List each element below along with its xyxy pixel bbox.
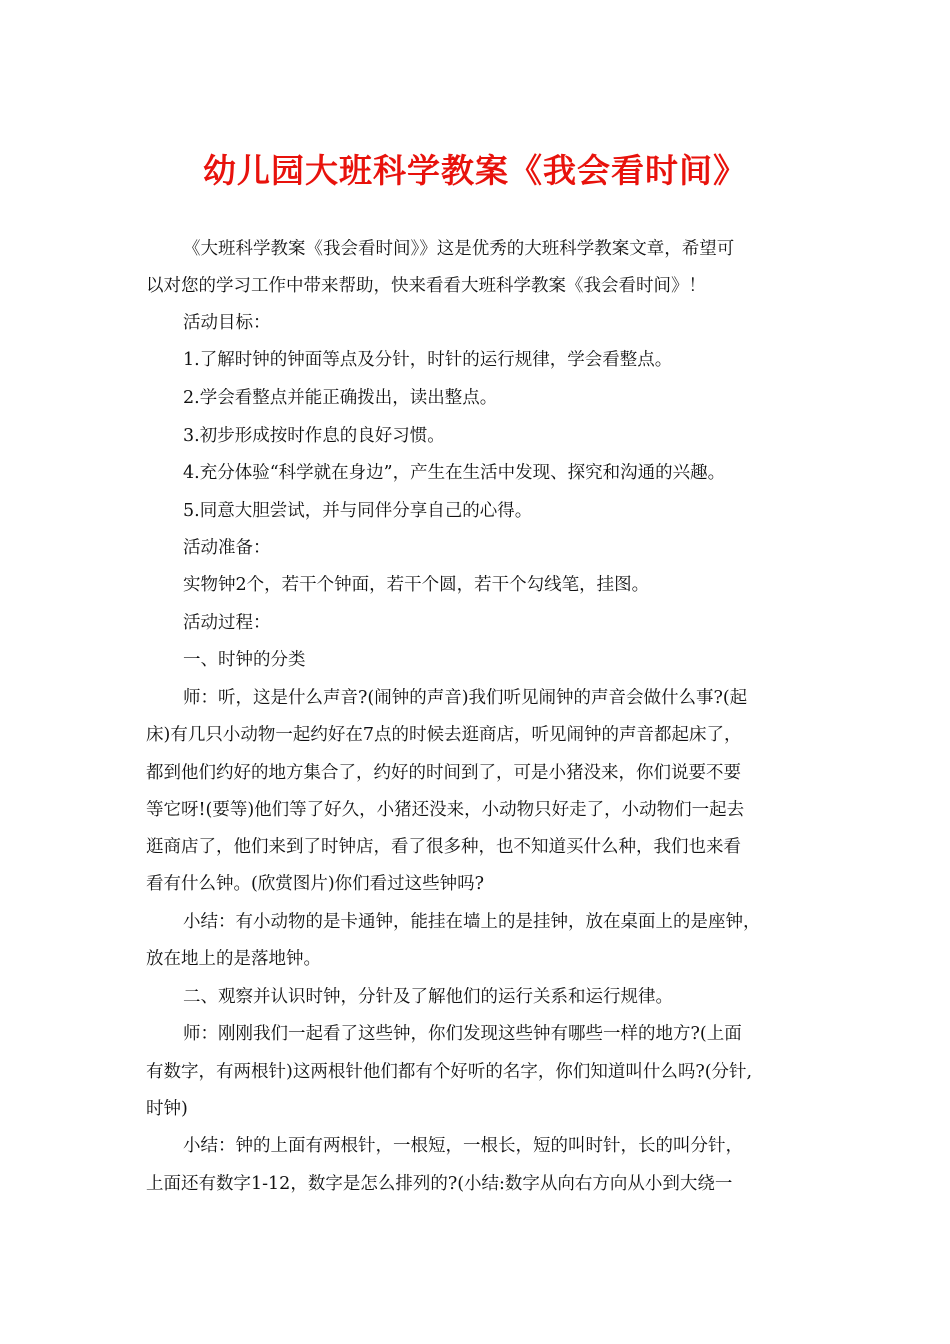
- paragraph-line: 有数字，有两根针)这两根针他们都有个好听的名字，你们知道叫什么吗?(分针,: [146, 1062, 753, 1082]
- subsection-heading: 一、时钟的分类: [183, 650, 306, 670]
- list-item: 2.学会看整点并能正确拨出，读出整点。: [183, 388, 498, 408]
- paragraph-line: 小结：钟的上面有两根针，一根短，一根长，短的叫时针，长的叫分针，: [183, 1136, 743, 1156]
- paragraph-line: 床)有几只小动物一起约好在7点的时候去逛商店，听见闹钟的声音都起床了，: [146, 725, 742, 745]
- paragraph-line: 上面还有数字1-12，数字是怎么排列的?(小结:数字从向右方向从小到大绕一: [146, 1174, 733, 1194]
- paragraph-line: 等它呀!(要等)他们等了好久，小猪还没来，小动物只好走了，小动物们一起去: [146, 800, 745, 820]
- paragraph-line: 实物钟2个，若干个钟面，若干个圆，若干个勾线笔，挂图。: [183, 575, 650, 595]
- paragraph-line: 《大班科学教案《我会看时间》》这是优秀的大班科学教案文章，希望可: [183, 239, 735, 259]
- document-title: 幼儿园大班科学教案《我会看时间》: [203, 151, 747, 190]
- list-item: 3.初步形成按时作息的良好习惯。: [183, 426, 445, 446]
- section-heading: 活动过程：: [183, 613, 271, 633]
- paragraph-line: 师：听，这是什么声音?(闹钟的声音)我们听见闹钟的声音会做什么事?(起: [183, 688, 748, 708]
- paragraph-line: 看有什么钟。(欣赏图片)你们看过这些钟吗?: [146, 874, 485, 894]
- list-item: 5.同意大胆尝试，并与同伴分享自己的心得。: [183, 501, 533, 521]
- paragraph-line: 师：刚刚我们一起看了这些钟，你们发现这些钟有哪些一样的地方?(上面: [183, 1024, 742, 1044]
- paragraph-line: 放在地上的是落地钟。: [146, 949, 321, 969]
- list-item: 4.充分体验“科学就在身边”，产生在生活中发现、探究和沟通的兴趣。: [183, 463, 726, 483]
- list-item: 1.了解时钟的钟面等点及分针，时针的运行规律，学会看整点。: [183, 350, 673, 370]
- paragraph-line: 时钟): [146, 1099, 188, 1119]
- subsection-heading: 二、观察并认识时钟，分针及了解他们的运行关系和运行规律。: [183, 987, 673, 1007]
- paragraph-line: 以对您的学习工作中带来帮助，快来看看大班科学教案《我会看时间》！: [146, 276, 706, 296]
- paragraph-line: 逛商店了，他们来到了时钟店，看了很多种，也不知道买什么种，我们也来看: [146, 837, 741, 857]
- section-heading: 活动准备：: [183, 538, 271, 558]
- paragraph-line: 小结：有小动物的是卡通钟，能挂在墙上的是挂钟，放在桌面上的是座钟，: [183, 912, 761, 932]
- section-heading: 活动目标：: [183, 313, 271, 333]
- paragraph-line: 都到他们约好的地方集合了，约好的时间到了，可是小猪没来，你们说要不要: [146, 763, 741, 783]
